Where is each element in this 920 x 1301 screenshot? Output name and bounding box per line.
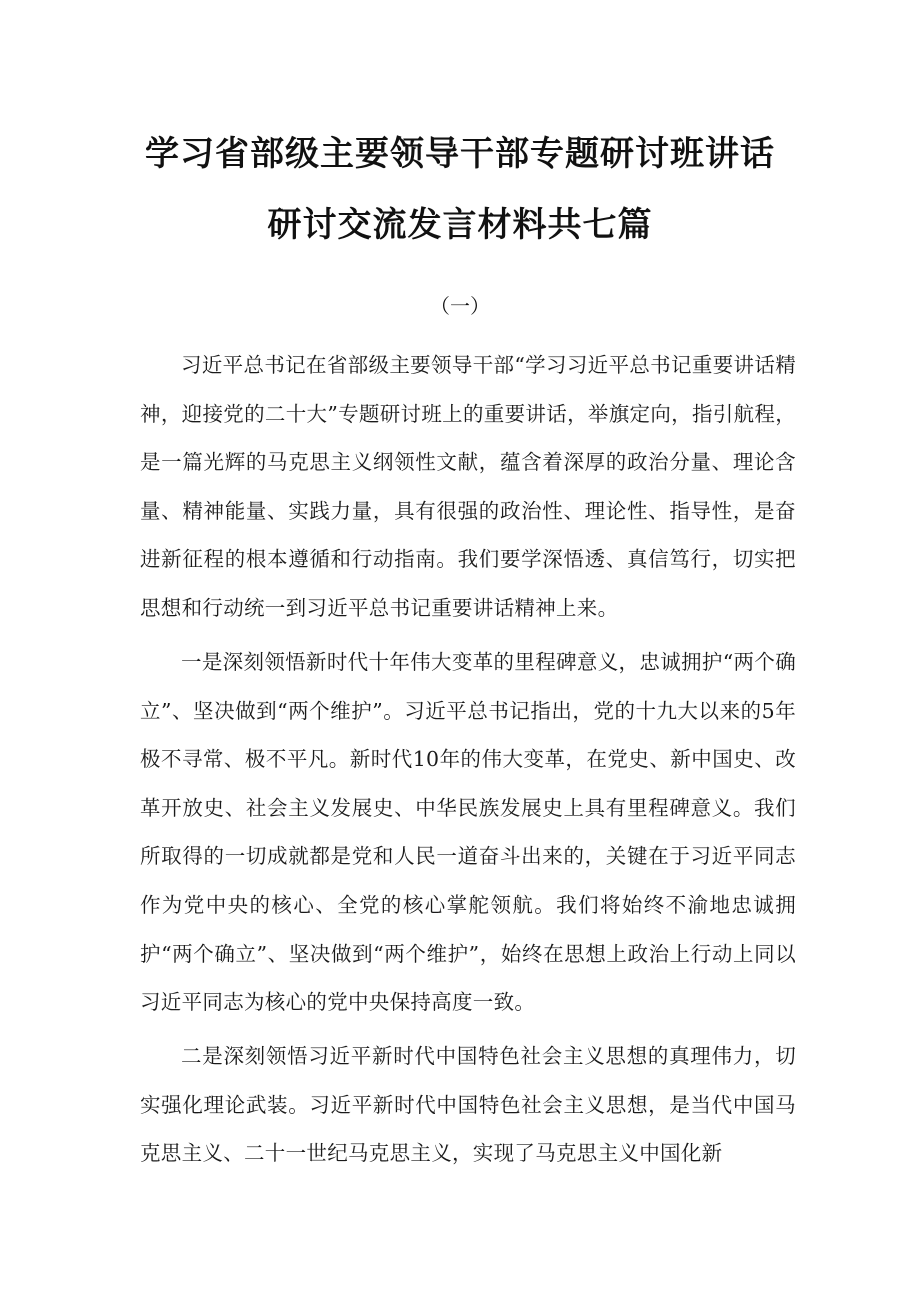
body-paragraph-1: 习近平总书记在省部级主要领导干部“学习习近平总书记重要讲话精神，迎接党的二十大”专题研讨班上的重要讲话，举旗定向，指引航程，是一篇光辉的马克思主义纲领性文献，蕴含着深厚的政治分量、理论含量、精神能量、实践力量，具有很强的政治性、理论性、指导性，是奋进新征程的根本遵循和行动指南。我们要学深悟透、真信笃行，切实把思想和行动统一到习近平总书记重要讲话精神上来。: [140, 353, 796, 620]
document-title-line-1: 学习省部级主要领导干部专题研讨班讲话: [145, 134, 775, 174]
section-number: （一）: [430, 294, 490, 318]
body-paragraph-3: 二是深刻领悟习近平新时代中国特色社会主义思想的真理伟力，切实强化理论武装。习近平新时代中国特色社会主义思想，是当代中国马克思主义、二十一世纪马克思主义，实现了马克思主义中国化新: [140, 1044, 796, 1166]
body-paragraph-2: 一是深刻领悟新时代十年伟大变革的里程碑意义，忠诚拥护“两个确立”、坚决做到“两个维护”。习近平总书记指出，党的十九大以来的5年极不寻常、极不平凡。新时代10年的伟大变革，在党史、新中国史、改革开放史、社会主义发展史、中华民族发展史上具有里程碑意义。我们所取得的一切成就都是党和人民一道奋斗出来的，关键在于习近平同志作为党中央的核心、全党的核心掌舵领航。我们将始终不渝地忠诚拥护“两个确立”、坚决做到“两个维护”，始终在思想上政治上行动上同以习近平同志为核心的党中央保持高度一致。: [140, 650, 796, 1015]
document-title-line-2: 研讨交流发言材料共七篇: [267, 205, 653, 245]
